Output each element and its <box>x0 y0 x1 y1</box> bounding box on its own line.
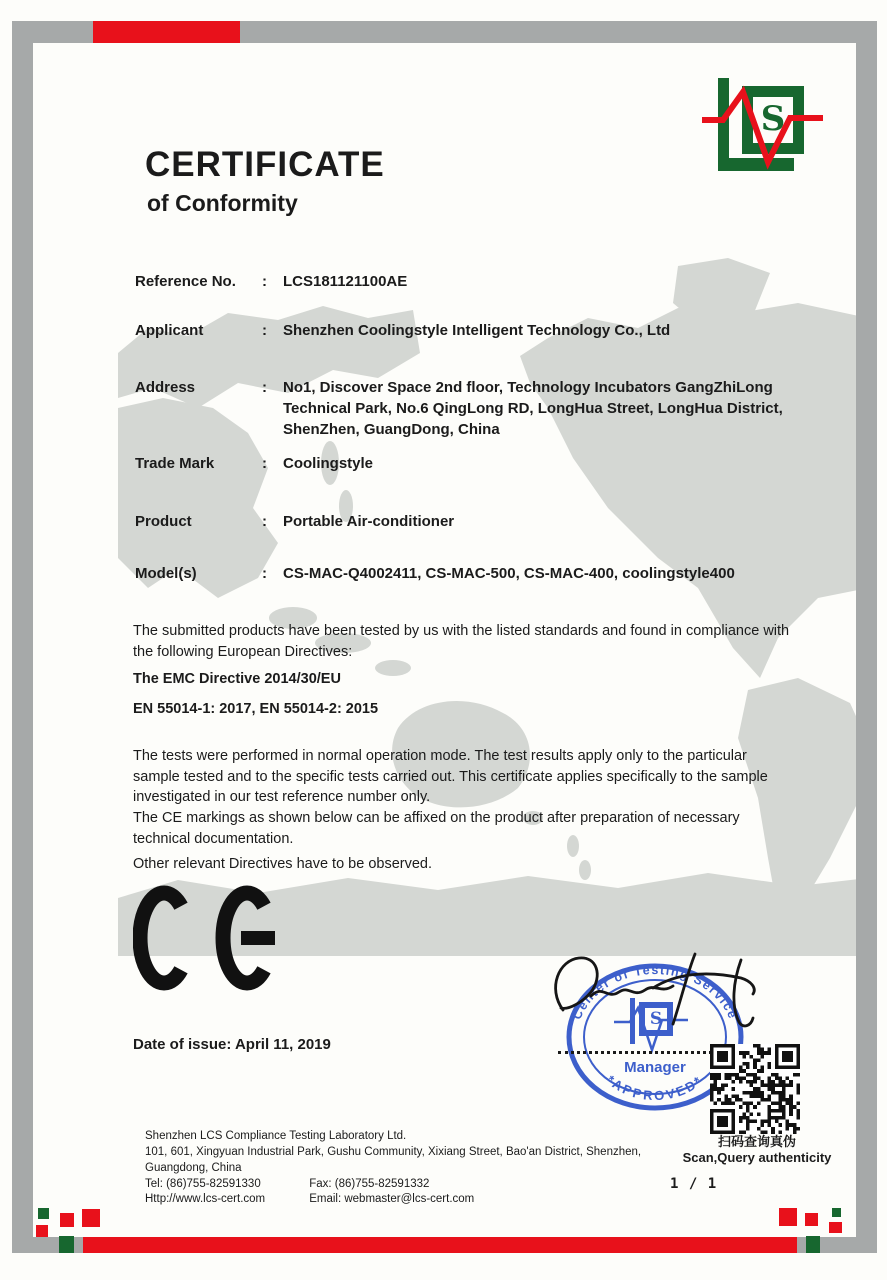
footer-tel: Tel: (86)755-82591330 <box>145 1177 261 1190</box>
directive-line: The EMC Directive 2014/30/EU <box>133 671 341 687</box>
svg-text:*APPROVED* <box>604 1072 707 1103</box>
bottom-red-accent-bar <box>83 1237 797 1253</box>
field-colon: : <box>262 513 267 530</box>
ce-mark <box>133 884 283 992</box>
corner-square <box>38 1208 49 1219</box>
field-label: Trade Mark <box>135 455 215 472</box>
field-colon: : <box>262 273 267 290</box>
field-value: Coolingstyle <box>283 455 374 472</box>
corner-square <box>832 1208 841 1217</box>
field-label: Applicant <box>135 322 204 339</box>
field-colon: : <box>262 322 267 339</box>
field-label: Product <box>135 513 192 530</box>
page-title: CERTIFICATE <box>145 145 385 184</box>
corner-square <box>805 1213 818 1226</box>
corner-square <box>59 1236 74 1253</box>
footer-address-line1: 101, 601, Xingyuan Industrial Park, Gushu Community, Xixiang Street, Bao'an District, Shenzhen, <box>145 1145 642 1158</box>
compliance-statement: The submitted products have been tested by us with the listed standards and found in compliance with the following European Directives: <box>133 623 790 660</box>
corner-square <box>82 1209 100 1227</box>
other-directives-note: Other relevant Directives have to be observed. <box>133 856 433 872</box>
ce-note: The CE markings as shown below can be affixed on the product after preparation of necessary technical documentation. <box>133 810 740 847</box>
field-value: Portable Air-conditioner <box>283 513 455 530</box>
frame-left <box>12 21 33 1253</box>
qr-caption-zh: 扫码查询真伪 <box>717 1134 796 1149</box>
stamp-arc-top-text: Center of Testing Service <box>569 962 741 1022</box>
corner-square <box>806 1236 820 1253</box>
qr-code <box>710 1044 800 1134</box>
footer-fax: Fax: (86)755-82591332 <box>309 1177 430 1190</box>
field-label: Model(s) <box>135 565 197 582</box>
frame-right <box>856 21 877 1253</box>
field-label: Address <box>135 379 196 396</box>
footer-tel-fax <box>145 1177 745 1193</box>
logo-letter: S <box>760 99 786 139</box>
corner-square <box>829 1222 842 1233</box>
footer-address-line2: Guangdong, China <box>145 1161 242 1174</box>
page-number: 1 / 1 <box>670 1176 718 1192</box>
footer-web: Http://www.lcs-cert.com <box>145 1193 266 1206</box>
corner-square <box>60 1213 74 1227</box>
top-red-accent-bar <box>93 21 240 43</box>
corner-square <box>36 1225 48 1237</box>
field-label: Reference No. <box>135 273 236 290</box>
corner-square <box>779 1208 797 1226</box>
field-value: CS-MAC-Q4002411, CS-MAC-500, CS-MAC-400, coolingstyle400 <box>283 565 735 582</box>
field-value: Shenzhen Coolingstyle Intelligent Technology Co., Ltd <box>283 322 671 339</box>
stamp-role-text: Manager <box>624 1059 686 1076</box>
stamp-logo-letter: S <box>649 1009 663 1029</box>
page-subtitle: of Conformity <box>147 190 298 216</box>
stamp-arc-bottom-text: *APPROVED* <box>603 1072 707 1104</box>
signature <box>545 948 770 1038</box>
footer-email: Email: webmaster@lcs-cert.com <box>309 1193 475 1206</box>
qr-caption-en: Scan,Query authenticity <box>682 1150 832 1166</box>
footer-company: Shenzhen LCS Compliance Testing Laboratory Ltd. <box>145 1130 407 1142</box>
field-colon: : <box>262 379 267 396</box>
field-colon: : <box>262 565 267 582</box>
lcs-logo <box>700 62 825 177</box>
field-colon: : <box>262 455 267 472</box>
tests-note: The tests were performed in normal operation mode. The test results apply only to the particular sample tested and to the specific tests carried out. This certificate applies specifically to the sample investigated in our test reference number only. <box>133 748 768 806</box>
footer <box>145 1129 745 1208</box>
standards-line: EN 55014-1: 2017, EN 55014-2: 2015 <box>133 701 379 717</box>
field-value: LCS181121100AE <box>283 273 408 290</box>
footer-web-email <box>145 1192 745 1208</box>
field-value: No1, Discover Space 2nd floor, Technology Incubators GangZhiLong Technical Park, No.6 QingLong RD, LongHua Street, LongHua District, ShenZhen, GuangDong, China <box>283 379 783 438</box>
date-of-issue: Date of issue: April 11, 2019 <box>133 1036 331 1053</box>
